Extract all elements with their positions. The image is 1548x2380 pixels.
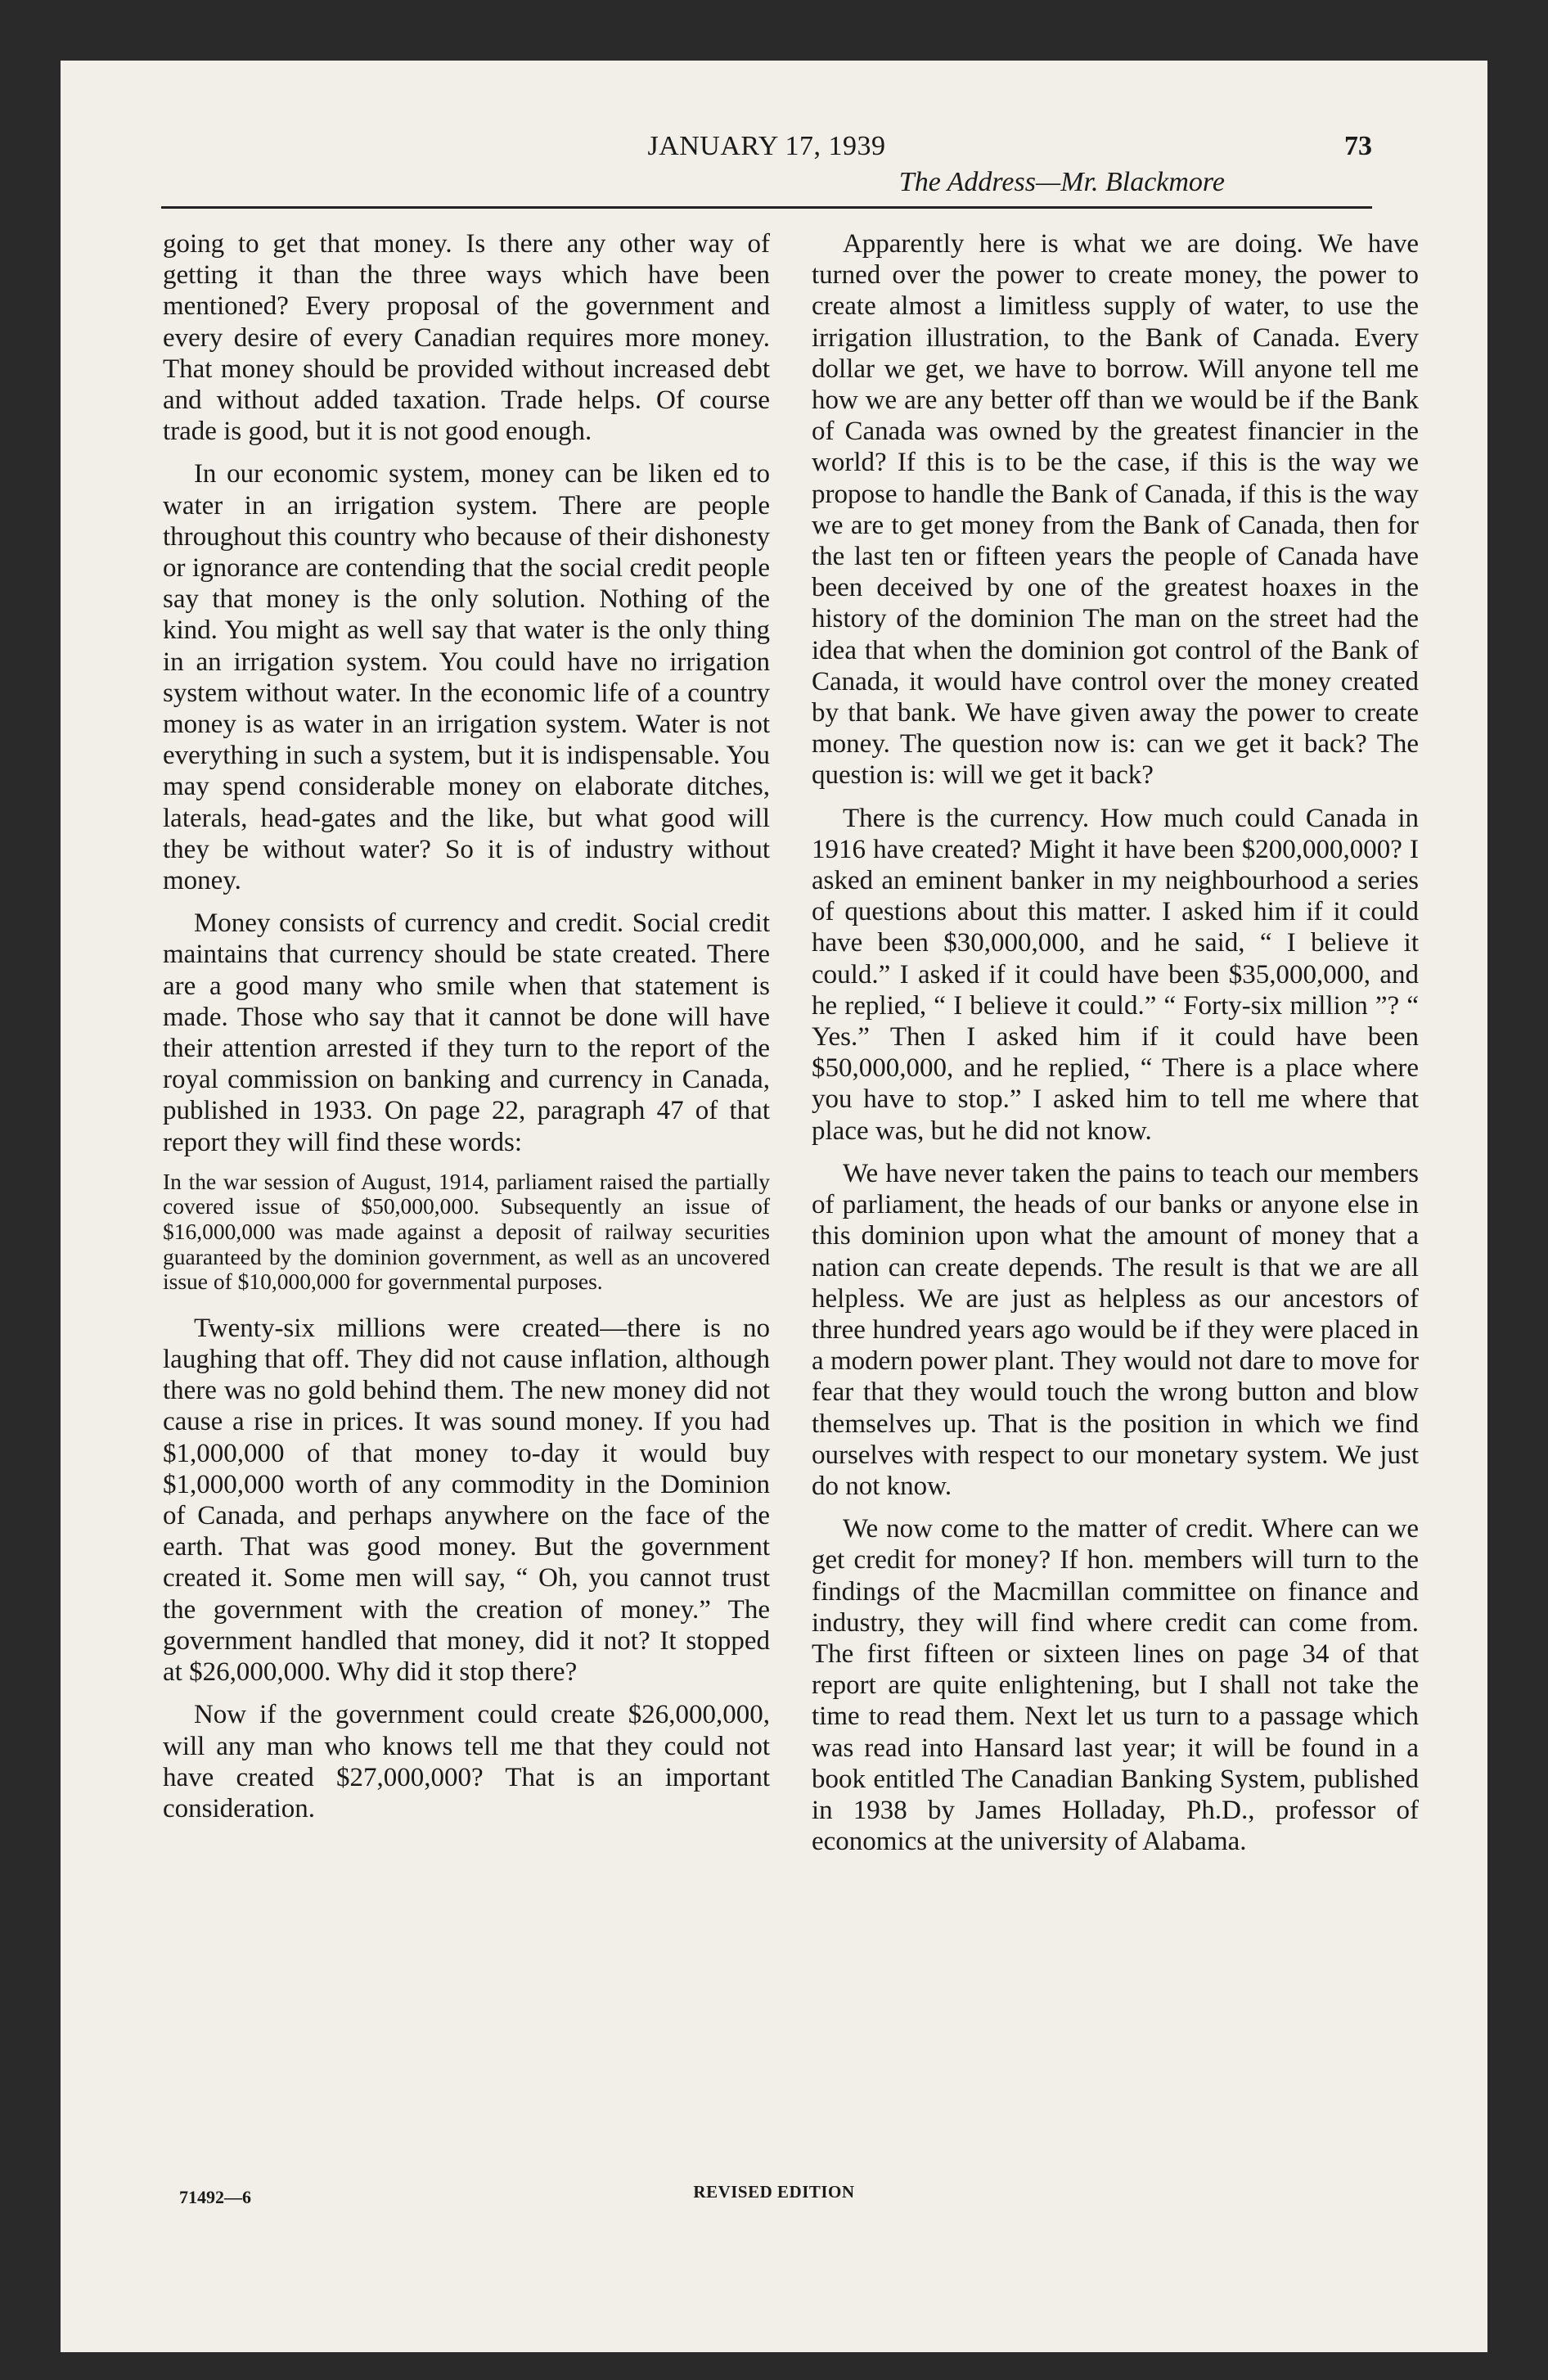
left-column (163, 228, 770, 1836)
page-header (161, 131, 1372, 209)
document-number: 71492—6 (179, 2187, 251, 2207)
paragraph: We have never taken the pains to teach our members of parliament, the heads of our banks or anyone else in this dominion upon what the amount of money that a nation can create depends. The result is that we are all helpless. We are just as helpless as our ancestors of three hundred years ago would be if they were placed in a modern power plant. They would not dare to move for fear that they would touch the wrong button and blow themselves up. That is the position in which we find ourselves with respect to our monetary system. We just do not know. (812, 1158, 1419, 1501)
paragraph: going to get that money. Is there any other way of getting it than the three ways which have been mentioned? Every proposal of the government and every desire of every Canadian requires more money. That money should be provided without increased debt and without added taxation. Trade helps. Of course trade is good, but it is not good enough. (163, 229, 770, 447)
paragraph: In our economic system, money can be liken ed to water in an irrigation system. There are people throughout this country who because of their dishonesty or ignorance are contending that the social credit people say that money is the only solution. Nothing of the kind. You might as well say that water is the only thing in an irrigation system. You could have no irrigation system without water. In the economic life of a country money is as water in an irrigation system. Water is not everything in such a system, but it is indispensable. You may spend considerable money on elaborate ditches, laterals, head-gates and the like, but what good will they be without water? So it is of industry without money. (163, 459, 770, 896)
block-quote: In the war session of August, 1914, parliament raised the partially covered issue of $50,000,000. Subsequently an issue of $16,000,000 was made against a deposit of railway securities guaranteed by the dominion government, as well as an uncovered issue of $10,000,000 for governmental purposes. (163, 1168, 770, 1295)
header-subtitle: The Address—Mr. Blackmore (898, 167, 1225, 197)
paragraph: We now come to the matter of credit. Where can we get credit for money? If hon. members will turn to the findings of the Macmillan committee on finance and industry, they will find where credit can come from. The first fifteen or sixteen lines on page 34 of that report are quite enlightening, but I shall not take the time to read them. Next let us turn to a passage which was read into Hansard last year; it will be found in a book entitled The Canadian Banking System, published in 1938 by James Holladay, Ph.D., professor of economics at the university of Alabama. (812, 1514, 1419, 1857)
page-number: 73 (1344, 131, 1372, 161)
header-rule (161, 206, 1372, 209)
paragraph: Twenty-six millions were created—there is no laughing that off. They did not cause inflation, although there was no gold behind them. The new money did not cause a rise in prices. It was sound money. If you had $1,000,000 of that money to-day it would buy $1,000,000 worth of any commodity in the Dominion of Canada, and perhaps anywhere on the face of the earth. That was good money. But the government created it. Some men will say, “ Oh, you cannot trust the government with the creation of money.” The government handled that money, did it not? It stopped at $26,000,000. Why did it stop there? (163, 1313, 770, 1688)
header-date: JANUARY 17, 1939 (647, 131, 886, 161)
paragraph: Now if the government could create $26,000,000, will any man who knows tell me that they could not have created $27,000,000? That is an important consideration. (163, 1700, 770, 1823)
paragraph: Apparently here is what we are doing. We have turned over the power to create money, the power to create almost a limitless supply of water, to use the irrigation illustration, to the Bank of Canada. Every dollar we get, we have to borrow. Will anyone tell me how we are any better off than we would be if the Bank of Canada was owned by the greatest financier in the world? If this is to be the case, if this is the way we propose to handle the Bank of Canada, if this is the way we are to get money from the Bank of Canada, then for the last ten or fifteen years the people of Canada have been deceived by one of the greatest hoaxes in the history of the dominion The man on the street had the idea that when the dominion got control of the Bank of Canada, it would have control over the money created by that bank. We have given away the power to create money. The question now is: can we get it back? The question is: will we get it back? (812, 229, 1419, 791)
edition-label: REVISED EDITION (693, 2182, 855, 2202)
paragraph: There is the currency. How much could Canada in 1916 have created? Might it have been $200,000,000? I asked an eminent banker in my neighbourhood a series of questions about this matter. I asked him if it could have been $30,000,000, and he said, “ I believe it could.” I asked if it could have been $35,000,000, and he replied, “ I believe it could.” “ Forty-six million ”? “ Yes.” Then I asked him if it could have been $50,000,000, and he replied, “ There is a place where you have to stop.” I asked him to tell me where that place was, but he did not know. (812, 803, 1419, 1146)
hansard-page (61, 61, 1487, 2352)
right-column (812, 228, 1419, 1868)
paragraph: Money consists of currency and credit. Social credit maintains that currency should be state created. There are a good many who smile when that statement is made. Those who say that it cannot be done will have their attention arrested if they turn to the report of the royal commission on banking and currency in Canada, published in 1933. On page 22, paragraph 47 of that report they will find these words: (163, 908, 770, 1157)
